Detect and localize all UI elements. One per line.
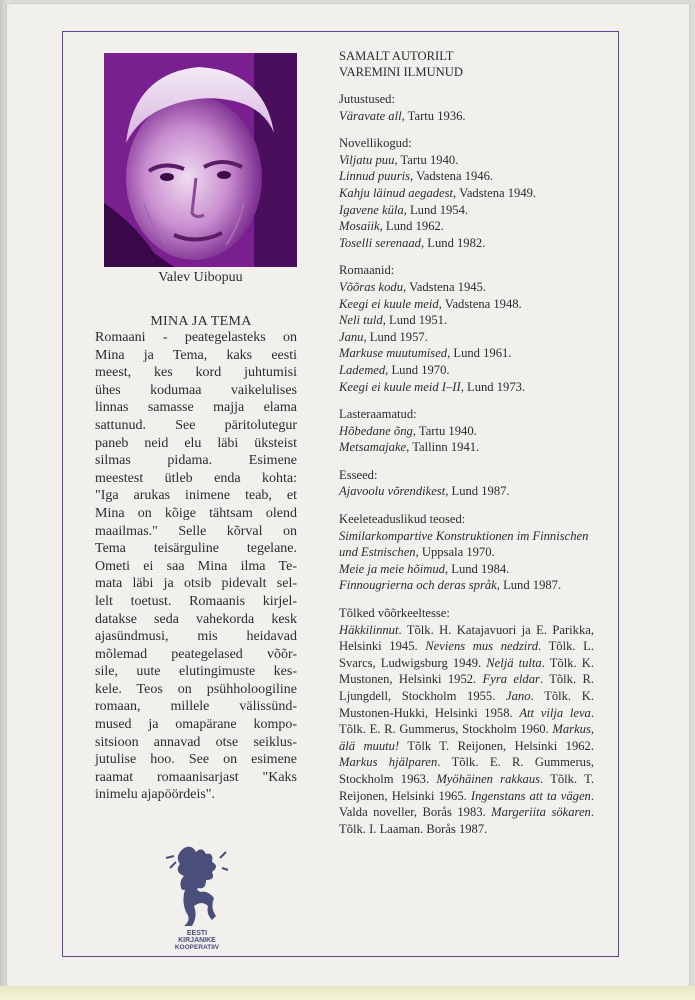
publisher-logo	[162, 842, 232, 952]
bibliography-entry	[339, 577, 594, 594]
translation-details: . Tõlk. E. R. Gummerus, Stockholm 1960.	[339, 705, 594, 737]
bibliography-sections	[339, 91, 594, 500]
translation-title: Häkkilinnut	[339, 622, 399, 637]
description-line: meestest ütleb enda kohta:	[95, 470, 297, 486]
logo-text-line1: EESTI	[186, 930, 208, 937]
section-title: Novellikogud:	[339, 136, 412, 151]
translation-details: . Tõlk. K. Mustonen-Hukki, Helsinki 1958.	[339, 689, 594, 720]
description-line: maailmas." Selle kõrval on	[95, 523, 297, 539]
bibliography-section	[339, 135, 594, 251]
author-photo-caption: Valev Uibopuu	[158, 270, 243, 285]
description-line: inimelu ajapöördeis".	[95, 787, 216, 803]
entry-title: Kahju läinud aegadest	[339, 185, 454, 200]
entry-title: Janu	[339, 329, 364, 344]
bibliography-entry	[339, 152, 594, 169]
translation-details: . Tõlk. H. Katajavuori ja E. Parikka, Helsinki 1945.	[339, 622, 594, 654]
entry-details: , Lund 1987.	[445, 484, 510, 499]
entry-details: , Lund 1954.	[403, 202, 469, 217]
description-line: "Iga arukas inimene teab, et	[95, 488, 297, 504]
bibliography-section-linguistics	[339, 511, 594, 594]
bibliography-entry	[339, 362, 594, 379]
bibliography-entry	[339, 528, 594, 561]
cover-bottom-edge	[0, 986, 695, 1000]
book-description	[95, 329, 297, 804]
bibliography-entry	[339, 235, 594, 252]
bibliography-entry	[339, 423, 594, 440]
section-title: Esseed:	[339, 467, 378, 482]
entry-details: , Lund 1951.	[382, 313, 448, 328]
bibliography-entry	[339, 329, 594, 346]
bibliography-entry	[339, 185, 594, 202]
translation-title: Att vilja leva	[519, 705, 591, 720]
entry-title: Igavene küla	[339, 202, 404, 217]
entry-details: , Lund 1982.	[420, 235, 486, 250]
translation-title: Neviens mus nedzird	[425, 639, 539, 654]
translation-title: Ingenstans att ta vägen	[470, 788, 591, 803]
translation-title: Markus, älä muutu!	[339, 722, 594, 753]
translation-title: Neljä tulta	[486, 655, 542, 670]
bibliography-entry	[339, 379, 594, 396]
bibliography-entry	[339, 279, 594, 296]
description-line: datakse seda vahekorda kesk	[95, 611, 297, 627]
entry-details: , Tartu 1936.	[401, 108, 466, 123]
translation-details: . Tõlk. T. Reijonen, Helsinki 1965.	[339, 771, 594, 803]
description-line: Ometi ei saa Mina ilma Te-	[95, 558, 297, 574]
entry-title: Võõras kodu	[339, 279, 404, 294]
translation-title: Margeriita sökaren	[491, 805, 591, 820]
translation-details: Tõlk T. Reijonen, Helsinki 1962.	[399, 738, 595, 753]
book-title: MINA JA TEMA	[150, 314, 252, 329]
description-line: mõlemad peategelased võõr-	[95, 646, 297, 662]
entry-title: Mosaiik	[339, 219, 380, 234]
bibliography-section	[339, 467, 594, 500]
bibliography-heading-line2: VAREMINI ILMUNUD	[339, 65, 463, 79]
bibliography-entry	[339, 345, 594, 362]
entry-title: Keegi ei kuule meid I–II	[339, 379, 461, 394]
logo-text-line3: KOOPERATIIV	[174, 944, 220, 951]
entry-title: Viljatu puu	[339, 152, 395, 167]
entry-title: Neli tuld	[339, 313, 383, 328]
entry-title: Väravate all	[339, 108, 402, 123]
description-line: romaan, millele välissünd-	[95, 699, 297, 715]
logo-text-line2: KIRJANIKE	[178, 937, 216, 944]
translation-details: . Tõlk. L. Svarcs, Ludwigsburg 1949.	[339, 639, 594, 670]
entry-title: Markuse muutumised	[339, 346, 448, 361]
description-line: mused ja omapärane kompo-	[95, 717, 297, 733]
description-line: jutulise hoo. See on esimene	[95, 752, 297, 768]
description-line: silmas pidama. Esimene	[95, 453, 297, 469]
entry-details: , Vadstena 1949.	[453, 185, 537, 200]
bibliography-heading-line1: SAMALT AUTORILT	[339, 49, 454, 63]
description-line: raamat romaanisarjast "Kaks	[95, 769, 297, 785]
bibliography-section-translations	[339, 605, 594, 837]
description-line: ajasündmusi, mis heidavad	[95, 629, 297, 645]
description-line: linnas samasse majja elama	[95, 400, 297, 416]
entry-details: , Lund 1984.	[444, 561, 510, 576]
bibliography-section	[339, 91, 594, 124]
bibliography-entry	[339, 202, 594, 219]
bibliography-section	[339, 406, 594, 456]
bibliography-section	[339, 262, 594, 395]
translation-title: Jano	[506, 689, 531, 703]
translation-details: . Tõlk. K. Mustonen, Helsinki 1952.	[339, 655, 594, 687]
entry-details: , Vadstena 1945.	[403, 279, 487, 294]
entry-details: , Tartu 1940.	[394, 152, 459, 167]
entry-details: , Vadstena 1948.	[438, 296, 522, 311]
description-line: Mina ja Tema, kaks eesti	[95, 347, 297, 363]
entry-title: Keegi ei kuule meid	[339, 296, 439, 311]
entry-details: , Vadstena 1946.	[410, 169, 494, 184]
entry-title: Similarkompartive Konstruktionen im Finnischen und Estnischen	[339, 528, 589, 560]
translation-title: Myöhäinen rakkaus	[436, 771, 541, 786]
entry-title: Metsamajake	[339, 440, 407, 455]
description-line: meest, kes kord juhtumisi	[95, 365, 297, 381]
translation-details: . Tõlk. R. Ljungdell, Stockholm 1955.	[339, 672, 595, 703]
bibliography-entry	[339, 296, 594, 313]
bibliography-entry	[339, 561, 594, 578]
description-line: sattunud. See päritolutegur	[95, 417, 297, 433]
translations-list	[339, 622, 594, 838]
description-line: paneb neid elu läbi üksteist	[95, 435, 297, 451]
entry-title: Hõbedane õng	[339, 423, 413, 438]
description-line: kele. Teos on psühholoogiline	[95, 681, 297, 697]
entry-details: , Lund 1957.	[363, 329, 428, 344]
bibliography-entry	[339, 168, 594, 185]
translation-details: . Valda noveller, Borås 1983.	[339, 788, 594, 820]
entry-details: , Lund 1970.	[385, 362, 450, 377]
entry-details: , Tallinn 1941.	[406, 440, 480, 455]
entry-title: Lademed	[339, 362, 386, 377]
bibliography-entry	[339, 218, 594, 235]
description-line: lelt toetust. Romaanis kirjel-	[95, 593, 297, 609]
description-line: ühes kodumaa vaikelulises	[95, 382, 297, 398]
translation-details: . Tõlk. I. Laaman. Borås 1987.	[339, 805, 595, 836]
translation-title: Fyra eldar	[482, 672, 540, 687]
entry-details: , Lund 1987.	[496, 578, 562, 593]
bibliography-entry	[339, 108, 594, 125]
description-line: Mina on kõige tähtsam olend	[95, 505, 297, 521]
section-title: Lasteraamatud:	[339, 407, 417, 422]
entry-title: Linnud puuris	[339, 169, 411, 184]
section-title: Tõlked võõrkeeltesse:	[339, 606, 450, 621]
bibliography-heading	[339, 48, 594, 80]
bibliography-entry	[339, 483, 594, 500]
section-title: Keeleteaduslikud teosed:	[339, 512, 466, 527]
entry-title: Meie ja meie hõimud	[339, 561, 445, 576]
bibliography-entry	[339, 312, 594, 329]
section-title: Romaanid:	[339, 263, 395, 278]
entry-details: , Tartu 1940.	[412, 423, 477, 438]
entry-details: , Uppsala 1970.	[415, 545, 495, 560]
description-line: sile, uute elutingimuste kes-	[95, 664, 297, 680]
entry-title: Toselli serenaad	[339, 235, 421, 250]
bibliography-entry	[339, 439, 594, 456]
description-line: Romaani - peategelasteks on	[95, 330, 297, 345]
entry-details: , Lund 1962.	[379, 219, 444, 234]
translation-details: . Tõlk. E. R. Gummerus, Stockholm 1963.	[339, 755, 594, 786]
entry-details: , Lund 1973.	[460, 379, 526, 394]
description-line: mata läbi ja otsib pidevalt sel-	[95, 576, 297, 592]
entry-title: Ajavoolu võrendikest	[339, 484, 446, 499]
description-line: sitsioon annavad otse seiklus-	[95, 734, 297, 750]
entry-details: , Lund 1961.	[447, 346, 512, 361]
author-portrait	[104, 53, 297, 267]
entry-title: Finnougrierna och deras språk	[339, 578, 497, 593]
bibliography	[339, 48, 594, 837]
translation-title: Markus hjälparen	[339, 755, 438, 770]
section-title: Jutustused:	[339, 92, 395, 106]
description-line: Tema teisärguline tegelane.	[95, 541, 297, 557]
